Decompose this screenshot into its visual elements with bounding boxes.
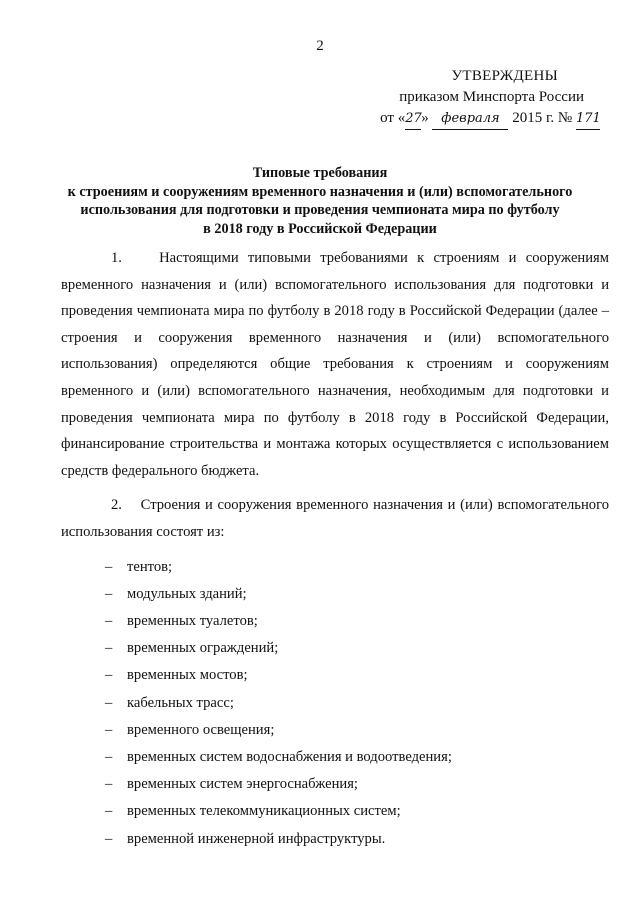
list-item	[61, 826, 609, 853]
list-item-text: кабельных трасс;	[127, 694, 234, 711]
list-item	[61, 744, 609, 771]
list-item-text: временной инженерной инфраструктуры.	[127, 830, 386, 847]
list-item	[61, 717, 609, 744]
document-title	[50, 164, 590, 238]
structures-list	[61, 554, 609, 853]
list-dash: –	[105, 612, 113, 629]
list-item	[61, 635, 609, 662]
handwritten-order-number: 171	[576, 108, 600, 130]
title-line-2: к строениям и сооружениям временного назначения и (или) вспомогательного	[67, 183, 573, 200]
handwritten-day: 27	[405, 108, 421, 130]
list-dash: –	[105, 640, 113, 657]
list-dash: –	[105, 748, 113, 765]
approval-heading: УТВЕРЖДЕНЫ	[451, 68, 558, 84]
list-dash: –	[105, 585, 113, 602]
list-item-text: модульных зданий;	[127, 585, 247, 602]
title-line-1: Типовые требования	[252, 165, 388, 181]
list-dash: –	[105, 694, 113, 711]
page-number: 2	[316, 38, 324, 54]
list-item-text: временных систем энергоснабжения;	[127, 776, 358, 793]
list-item	[61, 554, 609, 581]
list-item-text: тентов;	[127, 558, 173, 575]
list-dash: –	[105, 558, 113, 575]
list-item	[61, 581, 609, 608]
handwritten-month: февраля	[432, 108, 508, 130]
approval-block	[300, 66, 600, 130]
document-body	[61, 245, 609, 853]
paragraph-2: 2. Строения и сооружения временного назначения и (или) вспомогательного использования состоят из:	[61, 497, 609, 540]
list-item	[61, 771, 609, 798]
list-dash: –	[105, 667, 113, 684]
list-item-text: временных мостов;	[127, 667, 248, 684]
approval-date-line	[300, 108, 600, 130]
list-dash: –	[105, 721, 113, 738]
list-item	[61, 798, 609, 825]
paragraph-1: 1. Настоящими типовыми требованиями к строениям и сооружениям временного назначения и (или) вспомогательного использования для подготовки и проведения чемпионата мира по футболу в 2018 году в Российской Федерации (далее – строения и сооружения временного назначения и (или) вспомогательного использования) определяются общие требования к строениям и сооружениям временного и (или) вспомогательного назначения, необходимым для подготовки и проведения чемпионата мира по футболу в 2018 году в Российской Федерации, финансирование строительства и монтажа которых осуществляется с использованием средств федерального бюджета.	[61, 250, 609, 479]
date-mid: »	[421, 110, 429, 126]
list-dash: –	[105, 776, 113, 793]
list-item-text: временных телекоммуникационных систем;	[127, 803, 401, 820]
list-item	[61, 690, 609, 717]
list-item	[61, 608, 609, 635]
list-item-text: временного освещения;	[127, 721, 275, 738]
date-prefix: от «	[380, 110, 406, 126]
list-item-text: временных систем водоснабжения и водоотведения;	[127, 748, 452, 765]
list-dash: –	[105, 803, 113, 820]
approval-order-line: приказом Минспорта России	[399, 89, 584, 105]
list-item	[61, 662, 609, 689]
list-item-text: временных ограждений;	[127, 640, 279, 657]
date-year: 2015 г. №	[512, 110, 573, 126]
title-line-4: в 2018 году в Российской Федерации	[203, 220, 437, 237]
list-dash: –	[105, 830, 113, 847]
title-line-3: использования для подготовки и проведения чемпионата мира по футболу	[80, 202, 560, 218]
list-item-text: временных туалетов;	[127, 612, 258, 629]
